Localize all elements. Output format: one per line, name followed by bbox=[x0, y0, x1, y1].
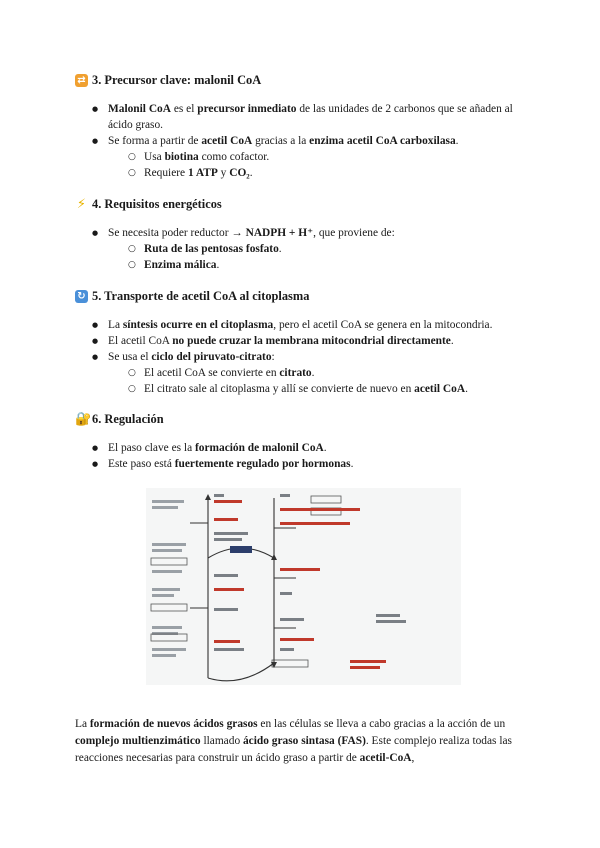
refresh-icon: ↻ bbox=[75, 290, 88, 303]
fatty-acid-synthesis-diagram bbox=[146, 488, 461, 685]
sub-list-item: ○ Enzima málica. bbox=[92, 257, 532, 273]
list-item: ● Este paso está fuertemente regulado por hormonas. bbox=[92, 456, 532, 472]
section-5-list bbox=[92, 317, 532, 397]
section-4-heading bbox=[75, 196, 222, 212]
list-item: ● Se necesita poder reductor → NADPH + H⁺, que proviene de: bbox=[92, 225, 532, 241]
section-3-heading bbox=[75, 72, 261, 88]
section-5-heading bbox=[75, 288, 309, 304]
sub-list-item: ○ Ruta de las pentosas fosfato. bbox=[92, 241, 532, 257]
sub-list-item: ○ El citrato sale al citoplasma y allí se convierte de nuevo en acetil CoA. bbox=[92, 381, 532, 397]
list-item: ● El acetil CoA no puede cruzar la membrana mitocondrial directamente. bbox=[92, 333, 532, 349]
section-3-list bbox=[92, 101, 532, 181]
section-6-heading bbox=[75, 411, 164, 427]
list-item: ● Malonil CoA es el precursor inmediato de las unidades de 2 carbonos que se añaden al ácido graso. bbox=[92, 101, 532, 133]
section-5-title: 5. Transporte de acetil CoA al citoplasma bbox=[92, 289, 310, 303]
sub-list-item: ○ El acetil CoA se convierte en citrato. bbox=[92, 365, 532, 381]
closing-paragraph: La formación de nuevos ácidos grasos en las células se lleva a cabo gracias a la acción de un complejo multienzimático llamado ácido graso sintasa (FAS). Este complejo realiza todas las reacciones necesarias para construir un ácido graso a partir de acetil-CoA, bbox=[75, 718, 512, 765]
section-6-title: 6. Regulación bbox=[92, 412, 164, 426]
list-item: ● La síntesis ocurre en el citoplasma, pero el acetil CoA se genera en la mitocondria. bbox=[92, 317, 532, 333]
section-3-title: 3. Precursor clave: malonil CoA bbox=[92, 73, 262, 87]
list-item: ● El paso clave es la formación de malonil CoA. bbox=[92, 440, 532, 456]
section-6-list bbox=[92, 440, 532, 472]
repeat-icon: ⇄ bbox=[75, 74, 88, 87]
sub-list-item: ○ Requiere 1 ATP y CO₂. bbox=[92, 165, 532, 181]
lock-icon: 🔐 bbox=[75, 411, 92, 427]
list-item: ● Se forma a partir de acetil CoA gracias a la enzima acetil CoA carboxilasa. bbox=[92, 133, 532, 149]
section-4-list bbox=[92, 225, 532, 273]
section-4-title: 4. Requisitos energéticos bbox=[92, 197, 222, 211]
list-item: ● Se usa el ciclo del piruvato-citrato: bbox=[92, 349, 532, 365]
diagram-graphic bbox=[146, 488, 461, 685]
sub-list-item: ○ Usa biotina como cofactor. bbox=[92, 149, 532, 165]
lightning-icon: ⚡ bbox=[76, 196, 87, 212]
